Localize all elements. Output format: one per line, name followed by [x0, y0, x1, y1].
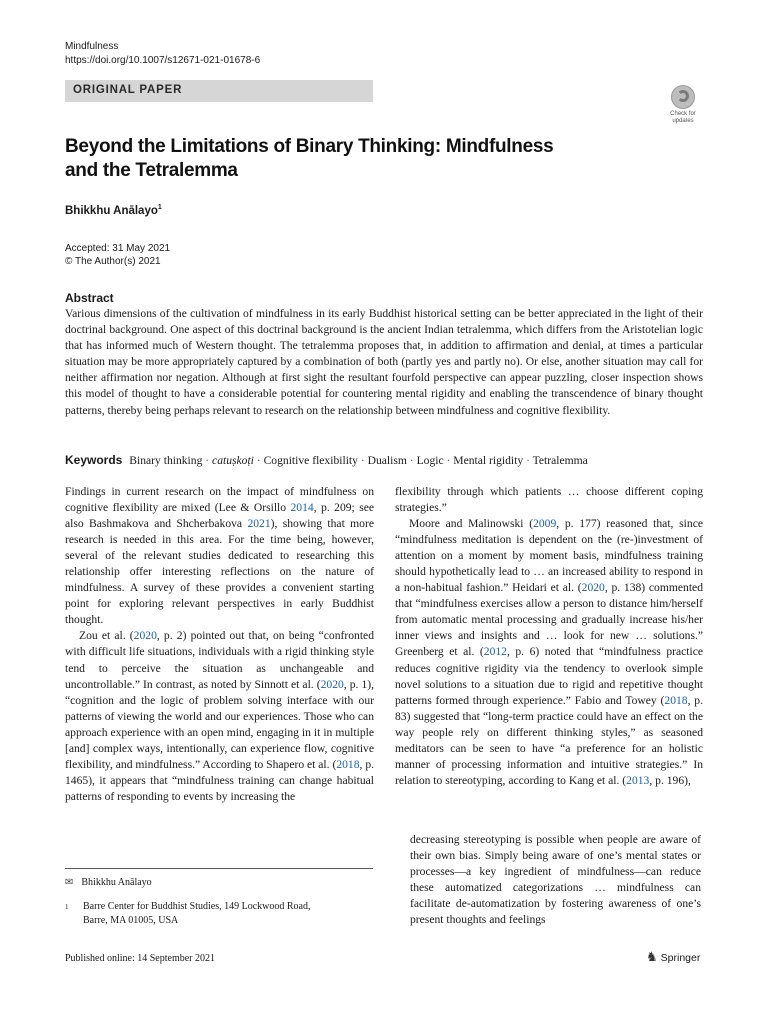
body-column-left: [65, 484, 374, 805]
keyword: Binary thinking: [129, 454, 203, 467]
affiliation: [65, 900, 365, 928]
text-run: Zou et al. (: [79, 629, 134, 643]
author[interactable]: [65, 204, 162, 217]
author-affiliation-ref: 1: [157, 204, 162, 211]
citation-link[interactable]: 2020: [133, 629, 157, 643]
affiliation-number: 1: [65, 903, 69, 911]
body-column-right: [395, 484, 703, 789]
abstract-text: Various dimensions of the cultivation of mindfulness in its early Buddhist historical setting can be better appreciated in the light of their doctrinal background. One aspect of this doctrinal background is the ancient Indian tetralemma, which differs from the Aristotelian logic that has informed much of Western thought. The tetralemma proposes that, in addition to affirmation and denial, at times a particular situation may be more appropriately captured by a combination of both (partly yes and partly no). Or else, another situation may call for neither affirmation nor negation. Although at first sight the resultant fourfold perspective can appear puzzling, closer inspection shows this model of thought to have a considerable potential for countering mental rigidity and enabling the transcendence of binary thought patterns, thereby being perhaps relevant to research on the relationship between mindfulness and cognitive flexibility.: [65, 307, 703, 417]
citation-link[interactable]: 2018: [336, 757, 360, 771]
article-type-label: ORIGINAL PAPER: [73, 84, 183, 96]
text-run: Findings in current research on the impact of mindfulness on cognitive flexibility are mixed (Lee & Orsillo: [65, 485, 374, 515]
keywords: [65, 452, 705, 469]
text-run: , p. 177) reasoned that, since “mindfulness meditation is dependent on the (re-)investment of attention on a moment by moment basis, mindfulness training should hypothetically lead to … an increased ability to respond in a non-habitual fashion.” Heidari et al. (: [395, 517, 703, 595]
envelope-icon: ✉: [65, 877, 74, 888]
citation-link[interactable]: 2009: [533, 517, 557, 531]
published-date: Published online: 14 September 2021: [65, 953, 215, 964]
publisher-logo[interactable]: [646, 950, 700, 965]
keyword: catuṣkoṭi: [212, 454, 254, 467]
springer-horse-icon: ♞: [646, 950, 658, 965]
text-run: , p. 209; see also Bashmakova and Shcherbakova: [65, 501, 374, 531]
text-run: , p. 196),: [649, 773, 691, 787]
article-title: Beyond the Limitations of Binary Thinking: Mindfulness and the Tetralemma: [65, 136, 554, 181]
keyword-separator: ·: [253, 454, 264, 467]
keyword-separator: ·: [523, 454, 533, 467]
citation-link[interactable]: 2020: [320, 677, 344, 691]
keyword-separator: ·: [202, 454, 213, 467]
keyword: Mental rigidity: [453, 454, 524, 467]
text-run: , p. 83) suggested that “long-term practice could have an effect on the way people rely on different thinking styles,” as seasoned meditators can be seen to have “a preference for an holistic manner of processing information and intuitive strategies.” In relation to stereotyping, according to Kang et al. (: [395, 693, 703, 787]
keyword-separator: ·: [443, 454, 454, 467]
block-quote: decreasing stereotyping is possible when people are aware of their own bias. Simply being aware of one’s mental states or processes—a key ingredient of mindfulness—can reduce these automatized categorizations … mindfulness can facilitate de-automatization by fostering awareness of one’s present thoughts and feelings: [410, 833, 701, 927]
text-run: , p. 138) commented that “mindfulness exercises allow a person to distance him/herself from automatic mental processing and gradually increase his/her inner views and insights and … look for new … solutions.” Greenberg et al. (: [395, 581, 703, 659]
paragraph: flexibility through which patients … choose different coping strategies.”: [395, 485, 703, 515]
paragraph: [65, 484, 374, 628]
text-run: Moore and Malinowski (: [409, 517, 534, 531]
author-name: Bhikkhu Anālayo: [65, 204, 158, 217]
citation-link[interactable]: 2018: [664, 693, 688, 707]
check-for-updates-label: Check for updates: [670, 111, 696, 124]
accepted-date: Accepted: 31 May 2021: [65, 243, 171, 254]
affiliation-line: Barre, MA 01005, USA: [83, 915, 179, 926]
keyword: Tetralemma: [532, 454, 588, 467]
affiliation-line: Barre Center for Buddhist Studies, 149 Lockwood Road,: [83, 901, 311, 912]
doi-link[interactable]: https://doi.org/10.1007/s12671-021-01678-6: [65, 55, 261, 66]
footnote-divider: [65, 868, 373, 869]
citation-link[interactable]: 2014: [290, 501, 314, 515]
citation-link[interactable]: 2012: [483, 645, 507, 659]
keyword-separator: ·: [406, 454, 417, 467]
citation-link[interactable]: 2013: [626, 773, 650, 787]
text-run: , p. 6) noted that “mindfulness practice reduces cognitive rigidity via the tendency to overlook simple novel solutions to a situation due to rigid and repetitive thought patterns formed through experience.” Fabio and Towey (: [395, 645, 704, 707]
publisher-name: Springer: [660, 952, 701, 964]
correspondence[interactable]: [65, 876, 152, 889]
citation-link[interactable]: 2021: [247, 517, 271, 531]
keyword-separator: ·: [357, 454, 368, 467]
journal-name: Mindfulness: [65, 41, 119, 52]
check-for-updates-badge[interactable]: [664, 85, 702, 123]
keyword: Cognitive flexibility: [263, 454, 358, 467]
keywords-heading: Keywords: [65, 453, 123, 467]
text-run: , p. 1), “cognition and the logic of problem solving interface with our patterns of viewing the world and our experiences. Those who can approach experience with an open mind, engaging in it in multiple [and] complex ways, intentionally, can experience flow, cognitive flexibility, and mindfulness.” According to Shapero et al. (: [65, 677, 375, 771]
correspondence-name: Bhikkhu Anālayo: [81, 877, 152, 888]
article-type-banner: [65, 80, 373, 102]
update-icon: [671, 85, 695, 109]
paragraph: [395, 516, 703, 789]
keyword: Logic: [416, 454, 444, 467]
copyright: © The Author(s) 2021: [65, 256, 161, 267]
paragraph: [65, 628, 374, 805]
text-run: , p. 1465), it appears that “mindfulness training can change habitual patterns of responding to events by increasing the: [65, 757, 375, 803]
keyword: Dualism: [367, 454, 407, 467]
abstract-heading: Abstract: [65, 291, 114, 305]
text-run: ), showing that more research is needed in this area. For the time being, however, several of the relevant studies dedicated to researching this relationship offer interesting reflections on the nature of mindfulness. A survey of these provides a convenient starting point for exploring relevant perspectives in early Buddhist thought.: [65, 517, 374, 627]
text-run: , p. 2) pointed out that, on being “confronted with difficult life situations, individuals with a rigid thinking style tend to perceive the situation as unchangeable and uncontrollable.” In contrast, as noted by Sinnott et al. (: [65, 629, 375, 691]
citation-link[interactable]: 2020: [581, 581, 605, 595]
